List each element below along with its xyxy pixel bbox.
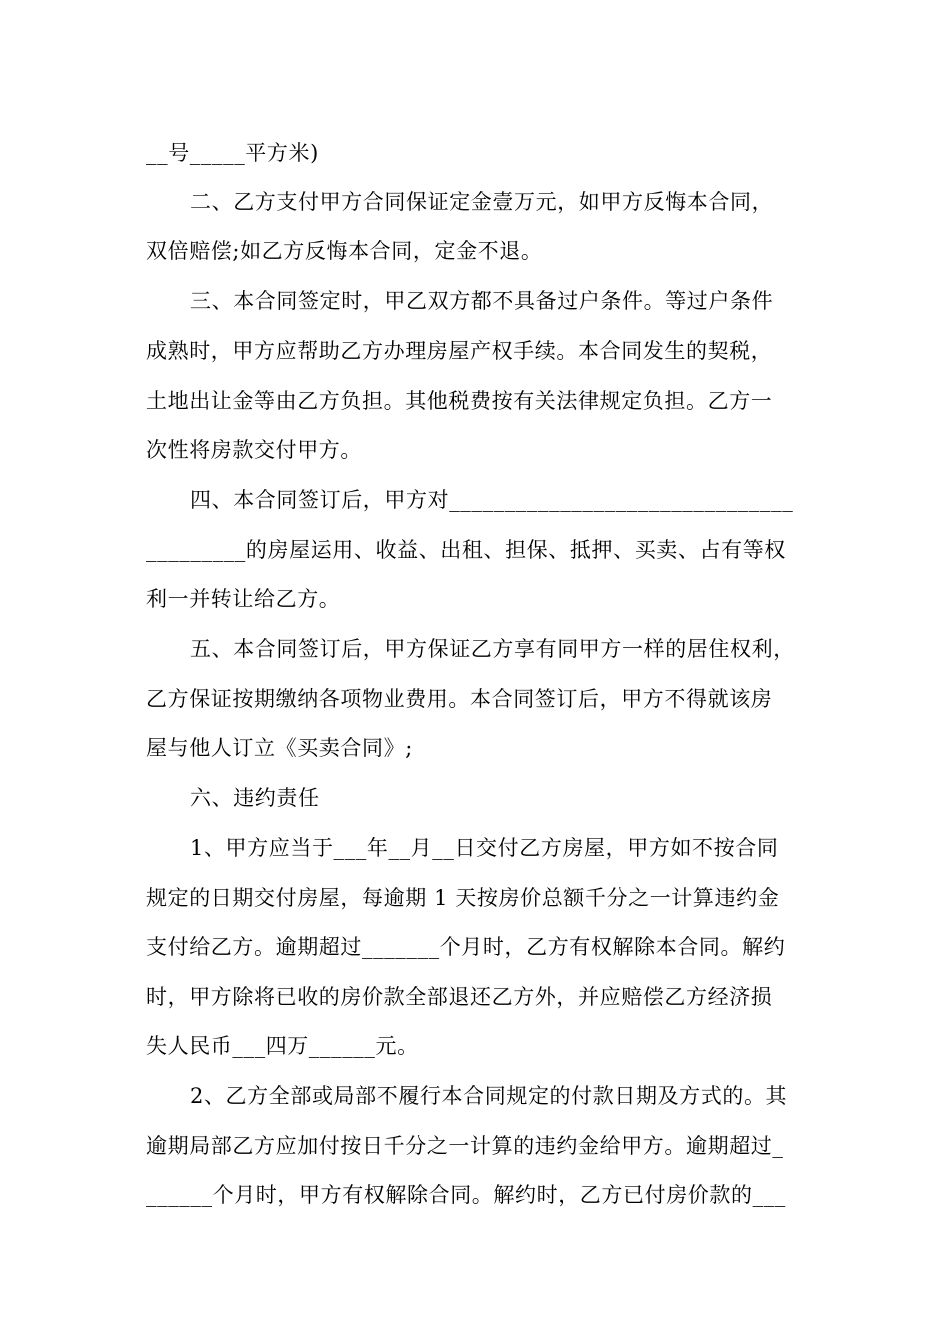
clause-2-line: 二、乙方支付甲方合同保证定金壹万元，如甲方反悔本合同，: [190, 190, 774, 214]
text-line: 利一并转让给乙方。: [146, 587, 341, 611]
text-line: ______个月时，甲方有权解除合同。解约时，乙方已付房价款的___: [146, 1183, 786, 1207]
text-line: 逾期局部乙方应加付按日千分之一计算的违约金给甲方。逾期超过_: [146, 1134, 784, 1158]
text-line: 成熟时，甲方应帮助乙方办理房屋产权手续。本合同发生的契税，: [146, 339, 773, 363]
clause-5-line: 五、本合同签订后，甲方保证乙方享有同甲方一样的居住权利，: [190, 637, 795, 661]
text-line: 时，甲方除将已收的房价款全部退还乙方外，并应赔偿乙方经济损: [146, 985, 773, 1009]
text-line: 规定的日期交付房屋，每逾期 1 天按房价总额千分之一计算违约金: [146, 886, 780, 910]
item-1-line: 1、甲方应当于___年__月__日交付乙方房屋，甲方如不按合同: [190, 836, 779, 860]
clause-3-line: 三、本合同签定时，甲乙双方都不具备过户条件。等过户条件: [190, 289, 774, 313]
text-line: _________的房屋运用、收益、出租、担保、抵押、买卖、占有等权: [146, 538, 786, 562]
text-line: __号_____平方米): [146, 141, 319, 165]
text-line: 支付给乙方。逾期超过_______个月时，乙方有权解除本合同。解约: [146, 935, 786, 959]
text-line: 次性将房款交付甲方。: [146, 438, 362, 462]
text-line: 土地出让金等由乙方负担。其他税费按有关法律规定负担。乙方一: [146, 389, 773, 413]
text-line: 屋与他人订立《买卖合同》;: [146, 736, 413, 760]
section-heading-breach: 六、违约责任: [190, 786, 320, 810]
clause-4-line: 四、本合同签订后，甲方对_______________________________: [190, 488, 794, 512]
item-2-line: 2、乙方全部或局部不履行本合同规定的付款日期及方式的。其: [190, 1084, 788, 1108]
text-line: 失人民币___四万______元。: [146, 1034, 419, 1058]
text-line: 乙方保证按期缴纳各项物业费用。本合同签订后，甲方不得就该房: [146, 687, 773, 711]
text-line: 双倍赔偿;如乙方反悔本合同，定金不退。: [146, 239, 543, 263]
